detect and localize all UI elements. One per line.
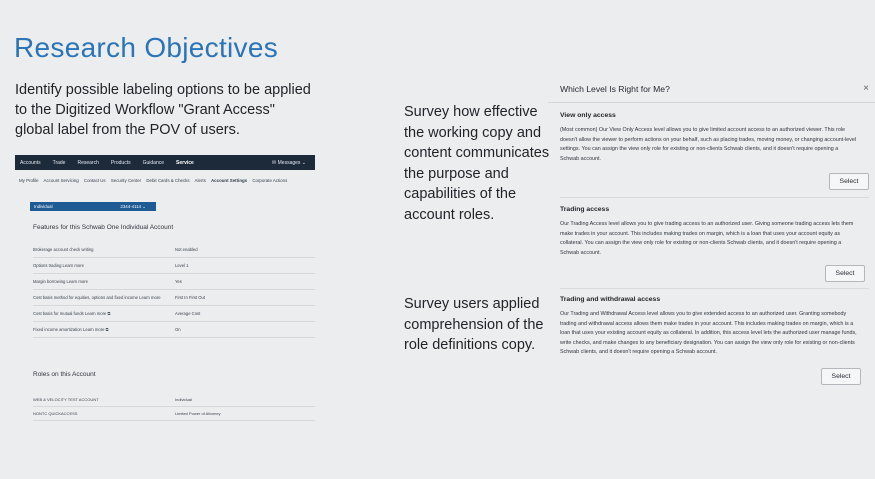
nav-item-service[interactable]: Service — [176, 159, 194, 166]
section-heading: View only access — [560, 112, 616, 119]
subnav-alerts[interactable]: Alerts — [194, 178, 206, 183]
account-type: Individual — [34, 204, 53, 209]
access-level-dialog — [548, 74, 875, 404]
feature-value: Not enabled — [175, 247, 198, 252]
feature-value: Average Cost — [175, 311, 201, 316]
close-icon[interactable]: × — [863, 83, 869, 94]
top-nav — [15, 155, 315, 170]
feature-name[interactable]: Fixed income amortization Learn more ⧉ — [33, 327, 109, 332]
subnav-account-settings[interactable]: Account Settings — [211, 178, 248, 183]
view-only-section — [560, 112, 872, 164]
feature-name[interactable]: Options trading Learn more — [33, 263, 84, 268]
subnav-contact-us[interactable]: Contact Us — [83, 178, 106, 183]
nav-item-trade[interactable]: Trade — [52, 159, 66, 166]
feature-name: Brokerage account check writing — [33, 247, 94, 252]
subnav-account-servicing[interactable]: Account Servicing — [43, 178, 79, 183]
section-heading: Trading and withdrawal access — [560, 296, 661, 303]
messages-menu[interactable]: ✉ Messages ⌄ — [272, 159, 306, 166]
select-trading-button[interactable]: Select — [825, 265, 865, 282]
survey-objective-2: Survey users applied comprehension of the role definitions copy. — [404, 296, 544, 353]
account-settings-mock — [15, 155, 315, 435]
roles-table — [33, 393, 315, 421]
table-row — [33, 322, 315, 338]
account-selector[interactable] — [30, 202, 156, 211]
nav-item-accounts[interactable]: Accounts — [20, 159, 41, 166]
subnav-security-center[interactable]: Security Center — [110, 178, 142, 183]
feature-name[interactable]: Cost basis method for equities, options and fixed income Learn more — [33, 295, 161, 300]
divider — [560, 197, 869, 198]
table-row — [33, 407, 315, 421]
dialog-title: Which Level Is Right for Me? — [560, 84, 670, 94]
section-body: Our Trading Access level allows you to give trading access to an authorized user. Giving someone trading access lets them make trades in your account. This includes making trades on margin, which is a loan that uses your account equity as collateral. You can assign the view only role for existing or non-clients Schwab clients, and it doesn't require opening a Schwab account. — [560, 221, 854, 256]
features-table — [33, 242, 315, 338]
intro-text: Identify possible labeling options to be applied to the Digitized Workflow "Grant Access" global label from the POV of users. — [15, 82, 311, 138]
feature-value: Level 1 — [175, 263, 189, 268]
nav-item-research[interactable]: Research — [77, 159, 99, 166]
select-trading-withdrawal-button[interactable]: Select — [821, 368, 861, 385]
role-type: Limited Power of Attorney — [175, 411, 221, 416]
subnav-corporate-actions[interactable]: Corporate Actions — [252, 178, 288, 183]
table-row — [33, 258, 315, 274]
nav-item-guidance[interactable]: Guidance — [142, 159, 165, 166]
section-heading: Trading access — [560, 206, 610, 213]
section-body: (Most common) Our View Only Access level allows you to give limited account access to an authorized viewer. This role doesn't allow the viewer to perform actions on your behalf, such as placing trades, moving money, or changing account-level settings. You can assign the view only role for existing or non-clients Schwab clients, and it doesn't require opening a Schwab account. — [560, 127, 857, 162]
nav-item-products[interactable]: Products — [110, 159, 131, 166]
features-heading: Features for this Schwab One Individual Account — [33, 224, 174, 231]
feature-value: First In First Out — [175, 295, 206, 300]
divider — [560, 288, 869, 289]
account-number: 2344-4114 ⌄ — [120, 203, 146, 209]
sub-nav — [15, 170, 315, 183]
table-row — [33, 393, 315, 407]
feature-name[interactable]: Margin borrowing Learn more — [33, 279, 88, 284]
role-type: Individual — [175, 397, 192, 402]
table-row — [33, 290, 315, 306]
select-view-only-button[interactable]: Select — [829, 173, 869, 190]
subnav-my-profile[interactable]: My Profile — [19, 178, 39, 183]
roles-heading: Roles on this Account — [33, 371, 96, 378]
trading-section — [560, 206, 872, 258]
feature-name[interactable]: Cost basis for mutual funds Learn more ⧉ — [33, 311, 111, 316]
page-title: Research Objectives — [14, 32, 279, 63]
divider — [548, 102, 875, 103]
feature-value: On — [175, 327, 181, 332]
section-body: Our Trading and Withdrawal Access level allows you to give extended access to an authorized user. Granting somebody trading and withdrawal access allows them make trades in your account. This includes making trades on margin, which is a loan that uses your existing account equity as collateral. In addition, this access level lets the authorized user manage funds, write checks, and make changes to any beneficiary designation. You can assign the view only role for existing or non-clients Schwab clients, and it doesn't require opening a Schwab account. — [560, 311, 857, 355]
survey-objective-1: Survey how effective the working copy and content communicates the purpose and capabilities of the account roles. — [404, 104, 550, 223]
trading-withdrawal-section — [560, 296, 872, 358]
subnav-debit-cards[interactable]: Debit Cards & Checks — [146, 178, 190, 183]
feature-value: Yes — [175, 279, 182, 284]
table-row — [33, 242, 315, 258]
table-row — [33, 274, 315, 290]
role-holder: WEB & VELOCITY TEST ACCOUNT — [33, 397, 99, 402]
role-holder: NONTC QUICKACCESS — [33, 411, 78, 416]
table-row — [33, 306, 315, 322]
